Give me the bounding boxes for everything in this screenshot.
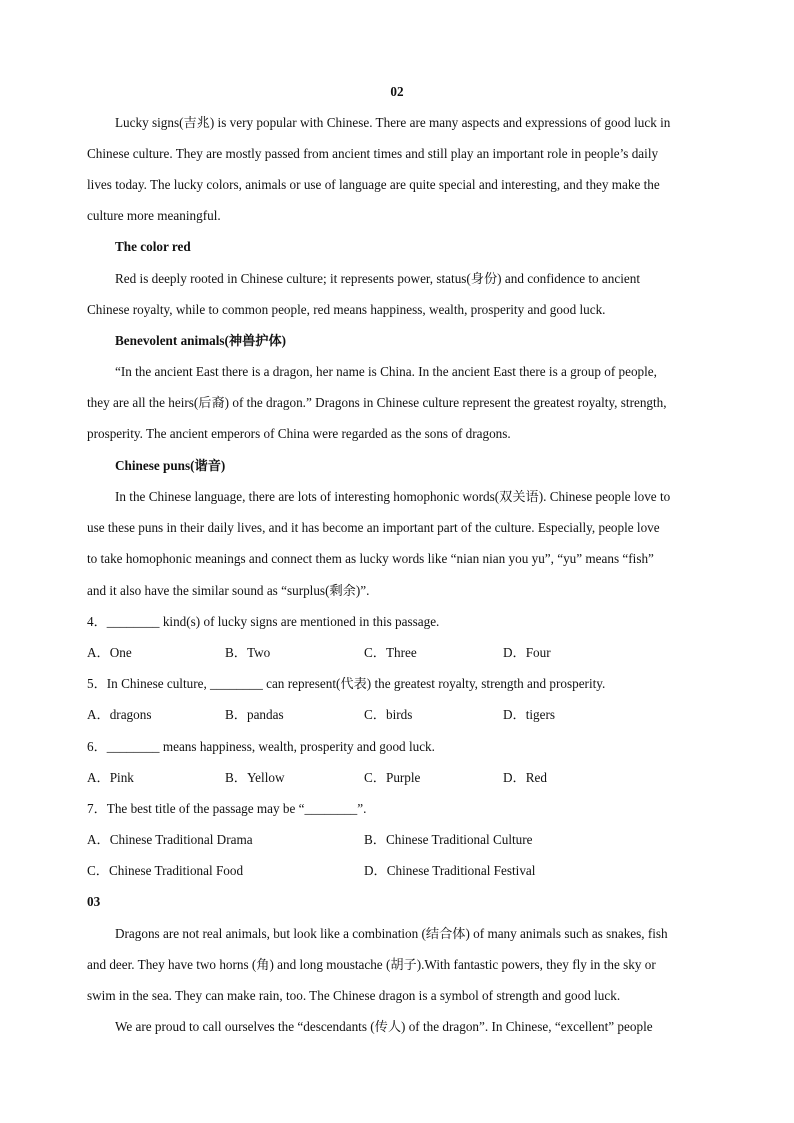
option-c[interactable]: C．Chinese Traditional Food: [87, 863, 244, 878]
option-b[interactable]: B．Yellow: [225, 770, 285, 785]
option-d[interactable]: D．tigers: [503, 707, 556, 722]
heading-chinese-puns: Chinese puns(谐音): [115, 458, 226, 473]
question-stem: 4．________ kind(s) of lucky signs are mentioned in this passage.: [87, 614, 440, 629]
animals-line-3: prosperity. The ancient emperors of China were regarded as the sons of dragons.: [87, 426, 511, 441]
option-c[interactable]: C．Three: [364, 645, 417, 660]
puns-line-3: to take homophonic meanings and connect them as lucky words like “nian nian you yu”, “yu” means “fish”: [87, 551, 654, 566]
intro-line-2: Chinese culture. They are mostly passed from ancient times and still play an important role in people’s daily: [87, 146, 659, 161]
option-c[interactable]: C．birds: [364, 707, 413, 722]
option-a[interactable]: A．Pink: [87, 770, 134, 785]
puns-line-4: and it also have the similar sound as “surplus(剩余)”.: [87, 583, 370, 598]
option-a[interactable]: A．One: [87, 645, 132, 660]
intro-line-1: Lucky signs(吉兆) is very popular with Chinese. There are many aspects and expressions of good luck in: [115, 115, 671, 130]
intro-line-3: lives today. The lucky colors, animals or use of language are quite special and interesting, and they make the: [87, 177, 660, 192]
option-b[interactable]: B．pandas: [225, 707, 284, 722]
question-stem: 6．________ means happiness, wealth, prosperity and good luck.: [87, 739, 435, 754]
animals-line-1: “In the ancient East there is a dragon, her name is China. In the ancient East there is a group of people,: [115, 364, 657, 379]
dragons-line-1: Dragons are not real animals, but look like a combination (结合体) of many animals such as snakes, fish: [115, 926, 668, 941]
option-b[interactable]: B．Chinese Traditional Culture: [364, 832, 533, 847]
option-d[interactable]: D．Four: [503, 645, 551, 660]
option-c[interactable]: C．Purple: [364, 770, 421, 785]
option-d[interactable]: D．Chinese Traditional Festival: [364, 863, 536, 878]
intro-line-4: culture more meaningful.: [87, 208, 221, 223]
option-d[interactable]: D．Red: [503, 770, 547, 785]
option-a[interactable]: A．Chinese Traditional Drama: [87, 832, 253, 847]
option-b[interactable]: B．Two: [225, 645, 271, 660]
puns-line-2: use these puns in their daily lives, and it has become an important part of the culture. Especially, people love: [87, 520, 660, 535]
color-red-line-1: Red is deeply rooted in Chinese culture; it represents power, status(身份) and confidence to ancient: [115, 271, 640, 286]
heading-color-red: The color red: [115, 239, 191, 254]
question-stem: 7．The best title of the passage may be “________”.: [87, 801, 367, 816]
animals-line-2: they are all the heirs(后裔) of the dragon.” Dragons in Chinese culture represent the greatest royalty, strength,: [87, 395, 667, 410]
option-a[interactable]: A．dragons: [87, 707, 152, 722]
heading-benevolent-animals: Benevolent animals(神兽护体): [115, 333, 287, 348]
dragons-line-3: swim in the sea. They can make rain, too. The Chinese dragon is a symbol of strength and good luck.: [87, 988, 621, 1003]
section-number-03: 03: [87, 894, 101, 909]
section-number-02: 02: [390, 84, 404, 99]
dragons-line-2: and deer. They have two horns (角) and long moustache (胡子).With fantastic powers, they fly in the sky or: [87, 957, 656, 972]
descendants-line-1: We are proud to call ourselves the “descendants (传人) of the dragon”. In Chinese, “excellent” people: [115, 1019, 653, 1034]
question-stem: 5．In Chinese culture, ________ can represent(代表) the greatest royalty, strength and prosperity.: [87, 676, 606, 691]
color-red-line-2: Chinese royalty, while to common people, red means happiness, wealth, prosperity and good luck.: [87, 302, 606, 317]
puns-line-1: In the Chinese language, there are lots of interesting homophonic words(双关语). Chinese people love to: [115, 489, 671, 504]
